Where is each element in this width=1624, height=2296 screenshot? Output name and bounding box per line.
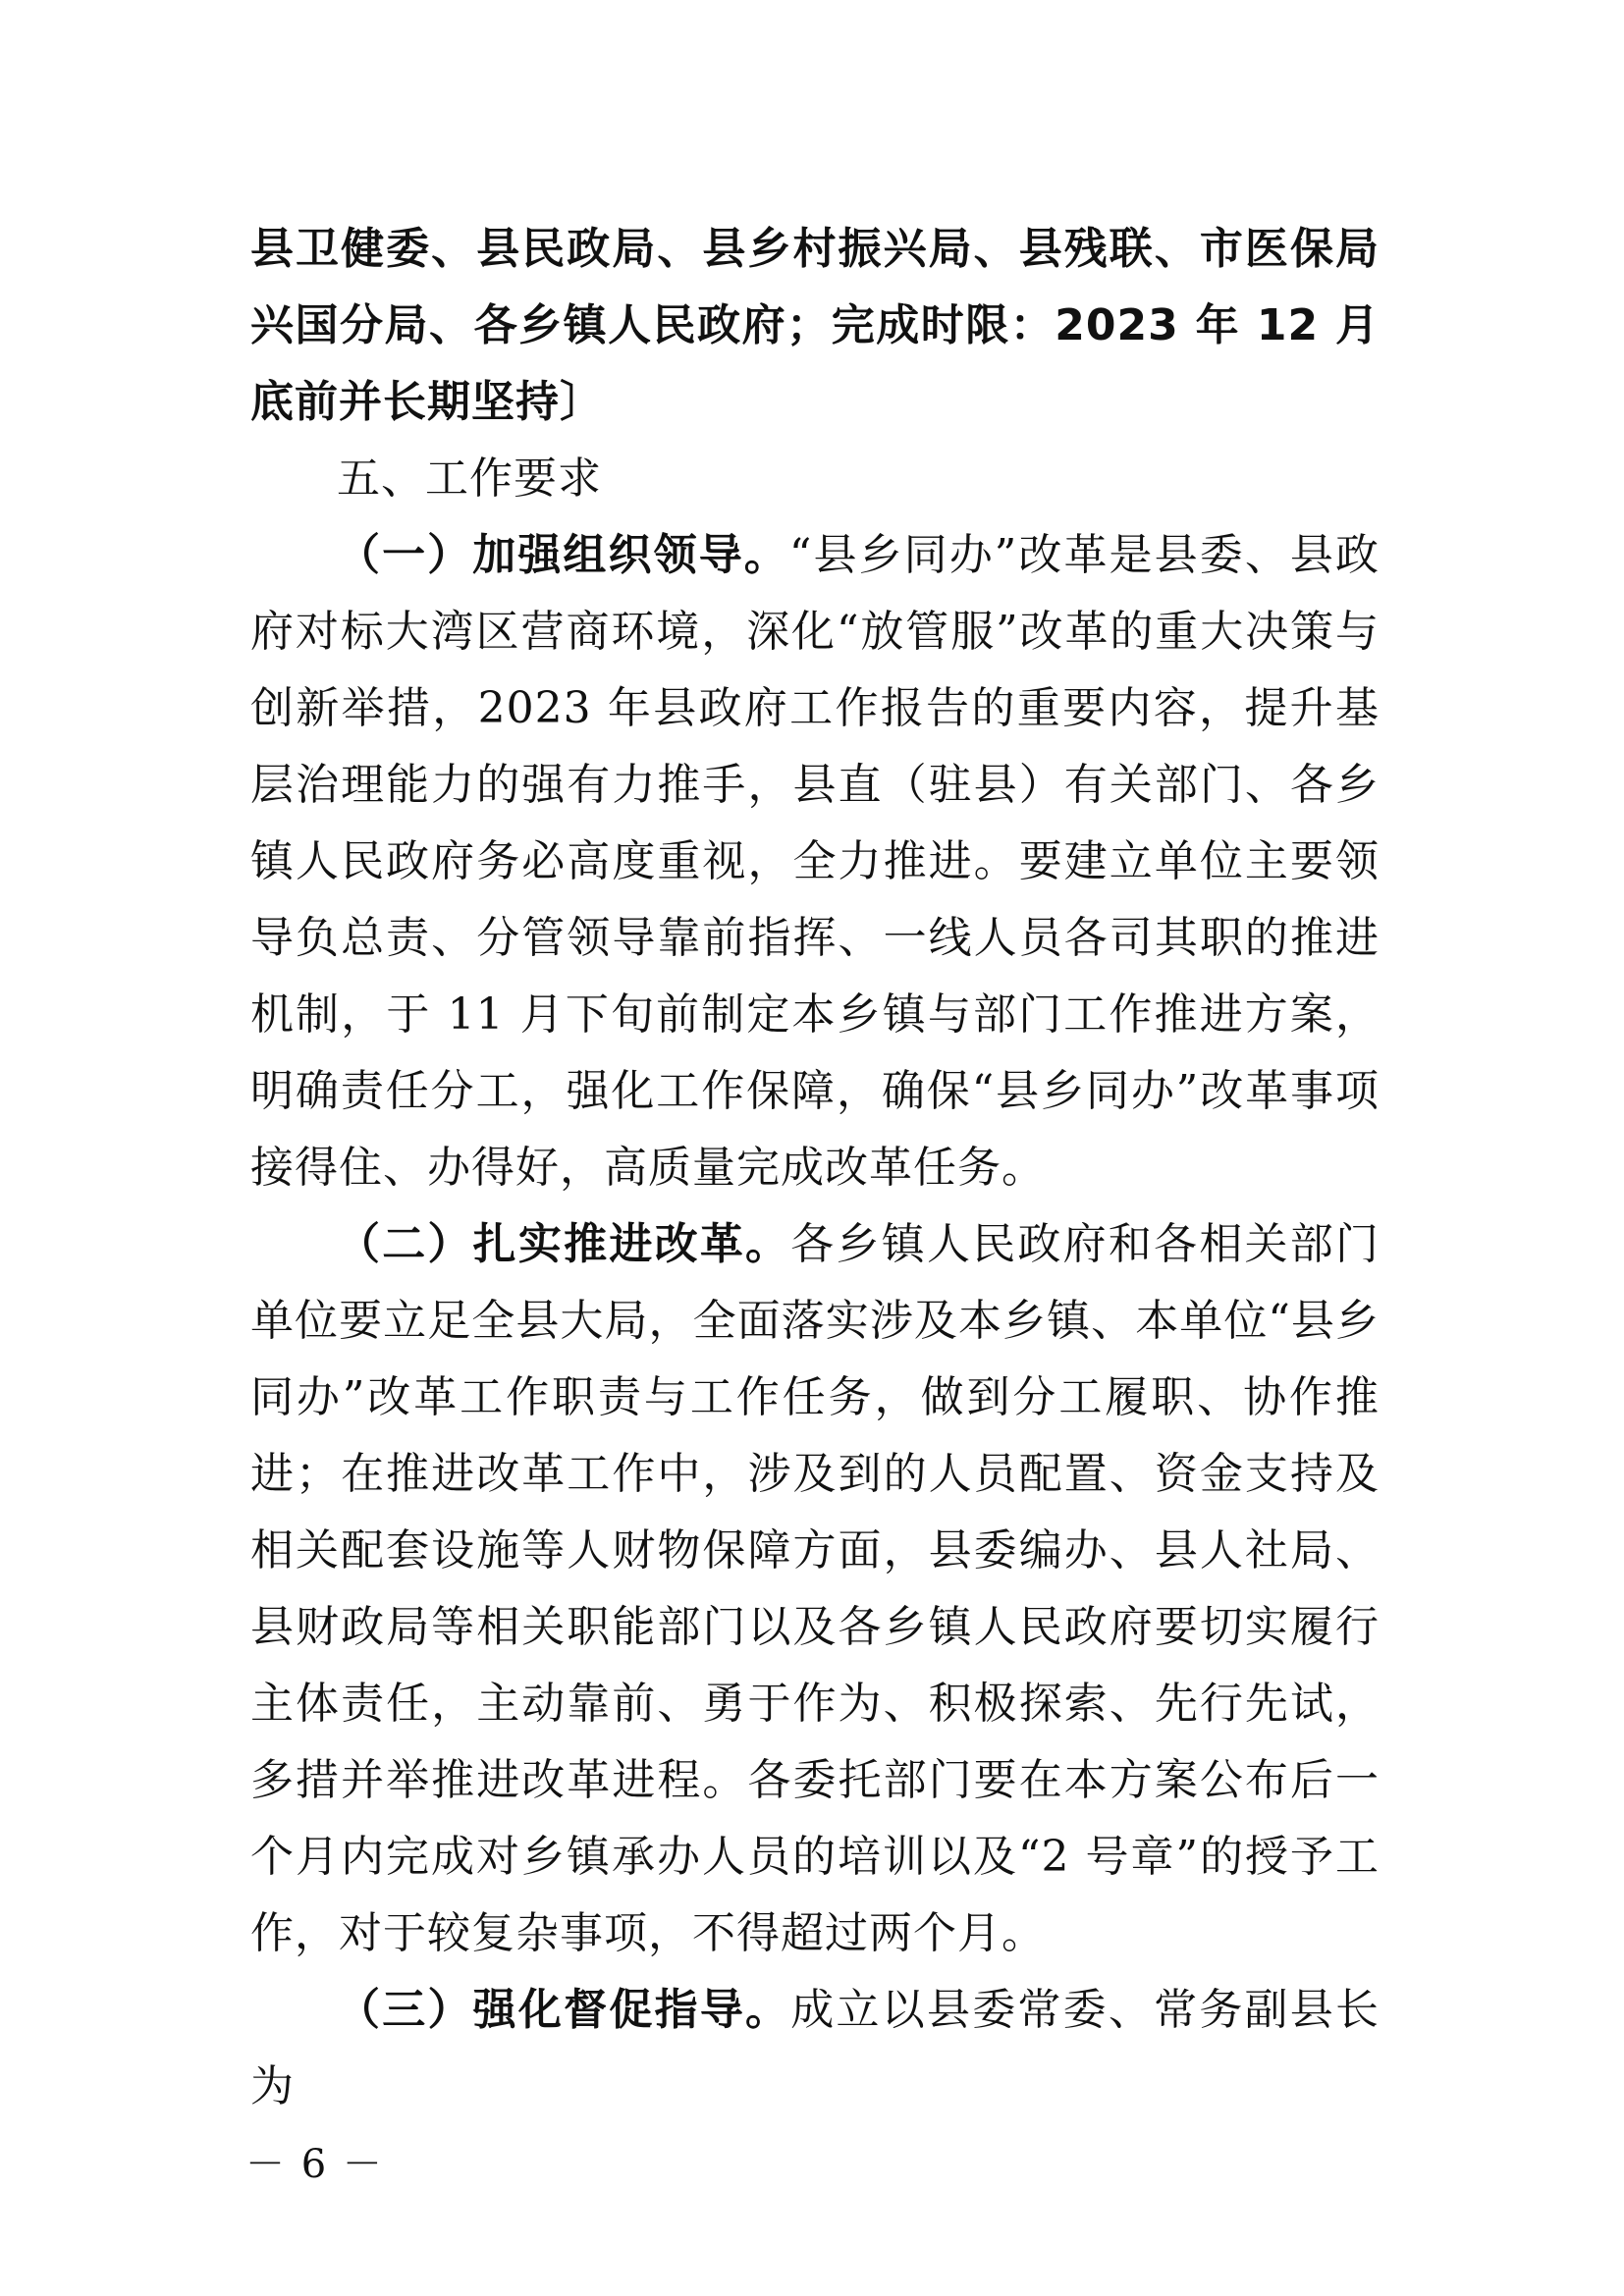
paragraph-2-lead: （二）扎实推进改革。 <box>337 1219 791 1269</box>
section-heading: 五、工作要求 <box>337 454 602 504</box>
paragraph-2-body: 各乡镇人民政府和各相关部门单位要立足全县大局，全面落实涉及本乡镇、本单位“县乡同办”改革工作职责与工作任务，做到分工履职、协作推进；在推进改革工作中，涉及到的人员配置、资金支持及相关配套设施等人财物保障方面，县委编办、县人社局、县财政局等相关职能部门以及各乡镇人民政府要切实履行主体责任，主动靠前、勇于作为、积极探索、先行先试，多措并举推进改革进程。各委托部门要在本方案公布后一个月内完成对乡镇承办人员的培训以及“2 号章”的授予工作，对于较复杂事项，不得超过两个月。 <box>250 1219 1380 1958</box>
intro-paragraph: 县卫健委、县民政局、县乡村振兴局、县残联、市医保局兴国分局、各乡镇人民政府；完成时限：2023 年 12 月底前并长期坚持〕 <box>250 224 1380 427</box>
paragraph-2 <box>250 1206 1380 1972</box>
paragraph-1-lead: （一）加强组织领导。 <box>337 530 789 580</box>
paragraph-1-body: “县乡同办”改革是县委、县政府对标大湾区营商环境，深化“放管服”改革的重大决策与创新举措，2023 年县政府工作报告的重要内容，提升基层治理能力的强有力推手，县直（驻县）有关部门、各乡镇人民政府务必高度重视，全力推进。要建立单位主要领导负总责、分管领导靠前指挥、一线人员各司其职的推进机制，于 11 月下旬前制定本乡镇与部门工作推进方案，明确责任分工，强化工作保障，确保“县乡同办”改革事项接得住、办得好，高质量完成改革任务。 <box>250 530 1380 1193</box>
paragraph-3 <box>250 1972 1380 2125</box>
paragraph-1 <box>250 517 1380 1206</box>
paragraph-3-lead: （三）强化督促指导。 <box>337 1985 791 2035</box>
document-page <box>250 211 1380 2125</box>
paragraph-3-body: 成立以县委常委、常务副县长为 <box>250 1985 1380 2111</box>
page-number: － 6 － <box>245 2142 384 2187</box>
